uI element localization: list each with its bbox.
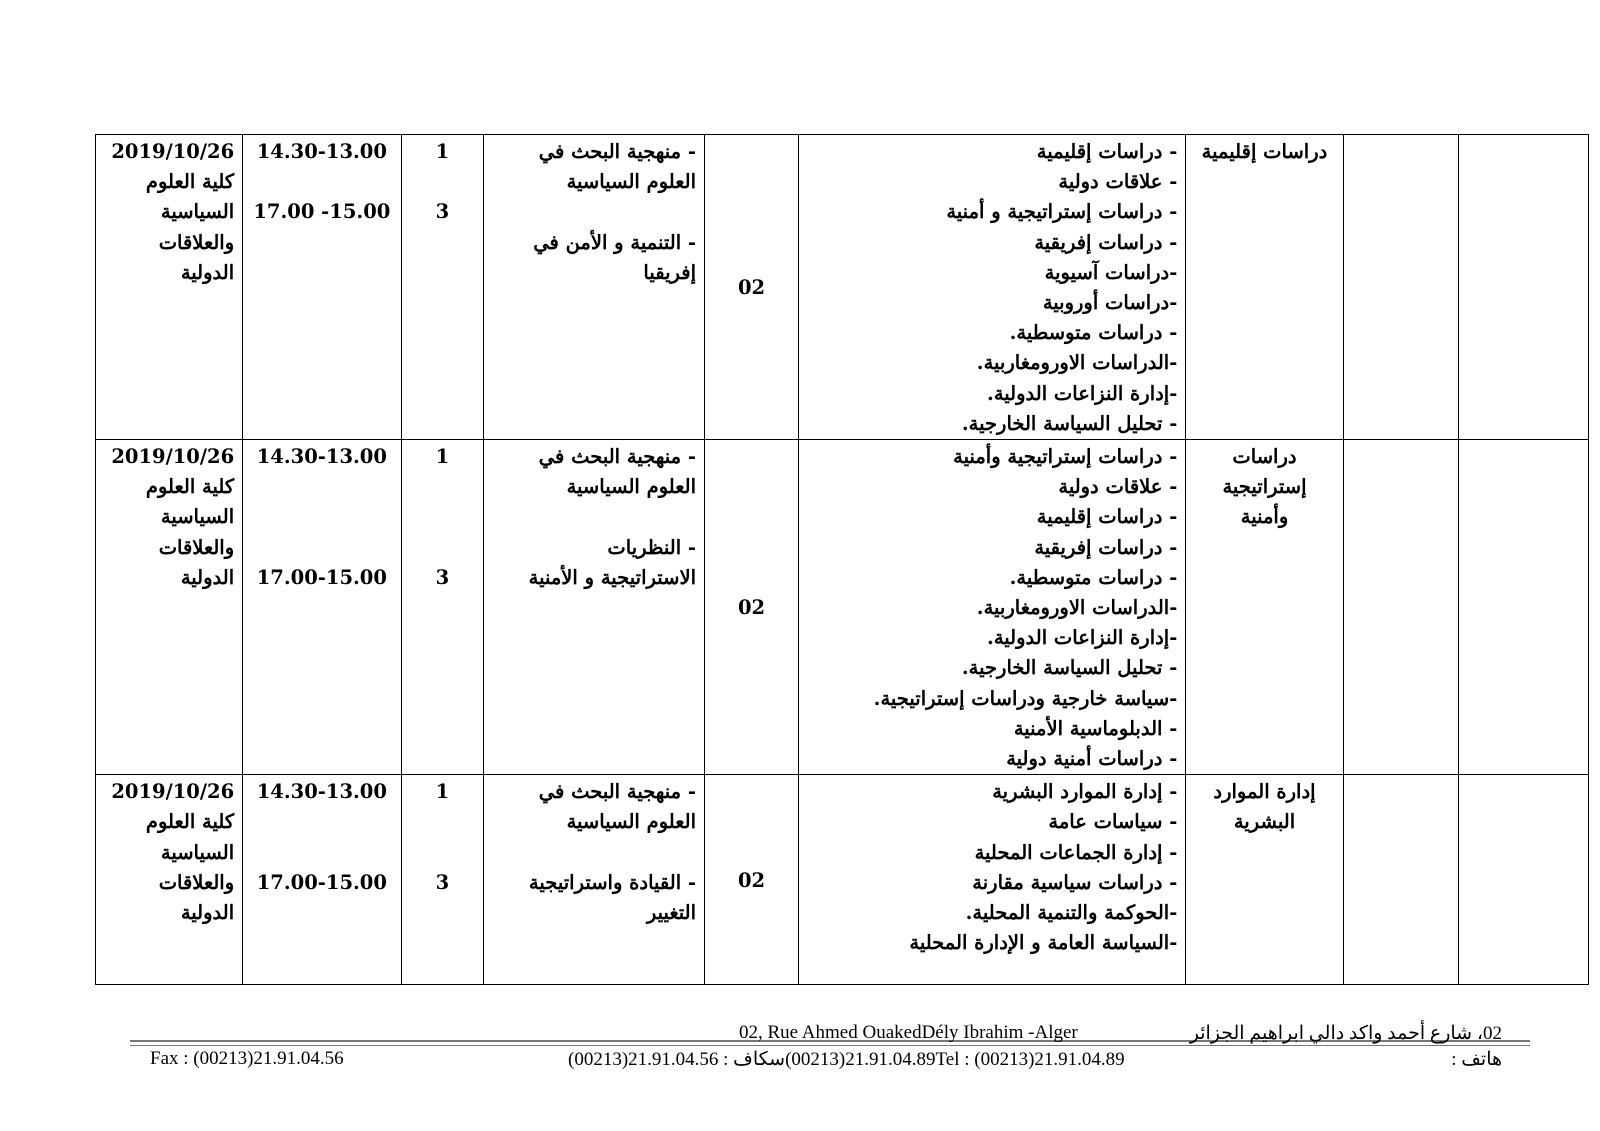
semester-first: 1	[435, 140, 450, 163]
exam-date-location-cell	[96, 775, 243, 985]
specialty-line: إدارة الموارد	[1213, 780, 1316, 804]
exam-date-location-cell	[96, 440, 243, 775]
semester-second: 3	[435, 200, 450, 224]
exam-time-second: 17.00 -15.00	[253, 200, 391, 224]
semester-first: 1	[435, 780, 450, 804]
diploma-item: -الحوكمة والتنمية المحلية.	[965, 901, 1178, 925]
diploma-item: -سياسة خارجية ودراسات إستراتيجية.	[873, 686, 1178, 710]
diplomas-cell	[799, 135, 1186, 440]
exam-time-first: 14.30-13.00	[256, 140, 387, 163]
exam-location-line: السياسية	[160, 200, 235, 224]
coefficient-value: 02	[737, 275, 766, 299]
module-second-line: - القيادة واستراتيجية	[528, 870, 697, 894]
diploma-item: - سياسات عامة	[1048, 810, 1178, 834]
exam-time-cell	[243, 775, 401, 985]
diploma-item: - دراسات إقليمية	[1036, 505, 1178, 529]
exam-time-first: 14.30-13.00	[256, 445, 387, 469]
exam-time-second: 17.00-15.00	[256, 870, 387, 894]
specialty-line: دراسات	[1232, 445, 1297, 469]
exam-location-line: والعلاقات	[158, 870, 235, 894]
empty-cell	[1459, 440, 1589, 775]
exam-time-first: 14.30-13.00	[256, 780, 387, 804]
exam-location-line: كلية العلوم	[145, 475, 235, 499]
footer-divider-thin	[130, 1045, 1530, 1046]
diploma-item: - دراسات متوسطية.	[1009, 565, 1178, 589]
diploma-item: - تحليل السياسة الخارجية.	[961, 656, 1178, 680]
exam-location-line: والعلاقات	[158, 230, 235, 254]
table-row	[96, 775, 1589, 985]
module-first-line: - منهجية البحث في	[538, 140, 697, 163]
empty-cell	[1343, 135, 1458, 440]
diploma-item: - دراسات إقليمية	[1036, 140, 1178, 163]
diploma-item: - دراسات إستراتيجية و أمنية	[946, 200, 1178, 224]
exam-location-line: الدولية	[180, 565, 235, 589]
specialty-line: دراسات إقليمية	[1201, 140, 1328, 163]
footer-address-arabic: 02، شارع أحمد واكد دالي ابراهيم الجزائر	[1189, 1023, 1502, 1044]
spacer	[251, 472, 392, 502]
module-first-line: العلوم السياسية	[566, 810, 697, 834]
spacer	[251, 533, 392, 563]
spacer	[410, 533, 476, 563]
exam-location-line: السياسية	[160, 505, 235, 529]
module-second-line: إفريقيا	[643, 260, 697, 284]
module-cell	[484, 775, 705, 985]
empty-cell	[1459, 775, 1589, 985]
diploma-item: - دراسات إفريقية	[1034, 230, 1178, 254]
spacer	[492, 502, 696, 532]
footer-phone-label: هاتف :	[1451, 1049, 1502, 1070]
diploma-item: -السياسة العامة و الإدارة المحلية	[909, 931, 1178, 955]
exam-date: 2019/10/26	[111, 140, 235, 163]
spacer	[251, 167, 392, 197]
specialty-line: إستراتيجية	[1222, 475, 1307, 499]
spacer	[410, 807, 476, 837]
semester-cell	[401, 135, 484, 440]
exam-date: 2019/10/26	[111, 445, 235, 469]
exam-time-cell	[243, 135, 401, 440]
coefficient-cell	[705, 135, 799, 440]
module-cell	[484, 440, 705, 775]
module-cell	[484, 135, 705, 440]
exam-time-cell	[243, 440, 401, 775]
exam-date: 2019/10/26	[111, 780, 235, 804]
specialty-cell	[1186, 440, 1343, 775]
footer-fax: Fax : (00213)21.91.04.56	[150, 1048, 344, 1069]
diploma-item: -إدارة النزاعات الدولية.	[987, 626, 1178, 650]
spacer	[251, 838, 392, 868]
diploma-item: - إدارة الموارد البشرية	[992, 780, 1178, 804]
diploma-item: - إدارة الجماعات المحلية	[974, 840, 1178, 864]
diploma-item: - تحليل السياسة الخارجية.	[961, 411, 1178, 435]
exam-date-location-cell	[96, 135, 243, 440]
coefficient-cell	[705, 775, 799, 985]
spacer	[410, 167, 476, 197]
diploma-item: - دراسات متوسطية.	[1009, 321, 1178, 345]
spacer	[492, 838, 696, 868]
module-second-line: - التنمية و الأمن في	[533, 230, 697, 254]
footer-address-french: 02, Rue Ahmed OuakedDély Ibrahim -Alger	[739, 1022, 1078, 1043]
exam-location-line: الدولية	[180, 260, 235, 284]
diploma-item: - دراسات إستراتيجية وأمنية	[953, 445, 1178, 469]
diploma-item: -دراسات أوروبية	[1042, 291, 1178, 315]
empty-cell	[1459, 135, 1589, 440]
exam-location-line: والعلاقات	[158, 535, 235, 559]
diploma-item: -دراسات آسيوية	[1044, 260, 1178, 284]
semester-cell	[401, 775, 484, 985]
exam-location-line: كلية العلوم	[145, 810, 235, 834]
diploma-item: - دراسات إفريقية	[1034, 535, 1178, 559]
semester-second: 3	[435, 565, 450, 589]
diplomas-cell	[799, 440, 1186, 775]
diploma-item: - دراسات أمنية دولية	[1006, 747, 1178, 771]
module-first-line: - منهجية البحث في	[538, 780, 697, 804]
module-first-line: العلوم السياسية	[566, 475, 697, 499]
module-second-line: التغيير	[646, 901, 697, 925]
diploma-item: -إدارة النزاعات الدولية.	[987, 381, 1178, 405]
empty-cell	[1343, 440, 1458, 775]
exam-location-line: السياسية	[160, 840, 235, 864]
spacer	[410, 502, 476, 532]
spacer	[251, 807, 392, 837]
module-second-line: - النظريات	[607, 535, 697, 559]
exam-schedule-table	[95, 134, 1589, 985]
module-second-line: الاستراتيجية و الأمنية	[528, 565, 697, 589]
specialty-line: البشرية	[1233, 810, 1296, 834]
semester-second: 3	[435, 870, 450, 894]
spacer	[410, 472, 476, 502]
coefficient-value: 02	[737, 596, 766, 620]
module-first-line: - منهجية البحث في	[538, 445, 697, 469]
spacer	[410, 838, 476, 868]
diploma-item: -الدراسات الاورومغاربية.	[976, 596, 1178, 620]
diploma-item: - علاقات دولية	[1058, 170, 1178, 194]
diplomas-cell	[799, 775, 1186, 985]
coefficient-cell	[705, 440, 799, 775]
semester-cell	[401, 440, 484, 775]
exam-location-line: الدولية	[180, 901, 235, 925]
specialty-line: وأمنية	[1240, 505, 1289, 529]
exam-location-line: كلية العلوم	[145, 170, 235, 194]
specialty-cell	[1186, 135, 1343, 440]
spacer	[251, 502, 392, 532]
coefficient-value: 02	[737, 868, 766, 892]
spacer	[492, 197, 696, 227]
diploma-item: - الدبلوماسية الأمنية	[1013, 716, 1178, 740]
exam-time-second: 17.00-15.00	[256, 565, 387, 589]
footer-contacts: (00213)21.91.04.56 : فاكس(00213)21.91.04.89Tel : (00213)21.91.04.89	[568, 1049, 1125, 1070]
empty-cell	[1343, 775, 1458, 985]
table-row	[96, 440, 1589, 775]
diploma-item: - دراسات سياسية مقارنة	[972, 870, 1178, 894]
semester-first: 1	[435, 445, 450, 469]
table-row	[96, 135, 1589, 440]
diploma-item: -الدراسات الاورومغاربية.	[976, 351, 1178, 375]
specialty-cell	[1186, 775, 1343, 985]
module-first-line: العلوم السياسية	[566, 170, 697, 194]
diploma-item: - علاقات دولية	[1058, 475, 1178, 499]
